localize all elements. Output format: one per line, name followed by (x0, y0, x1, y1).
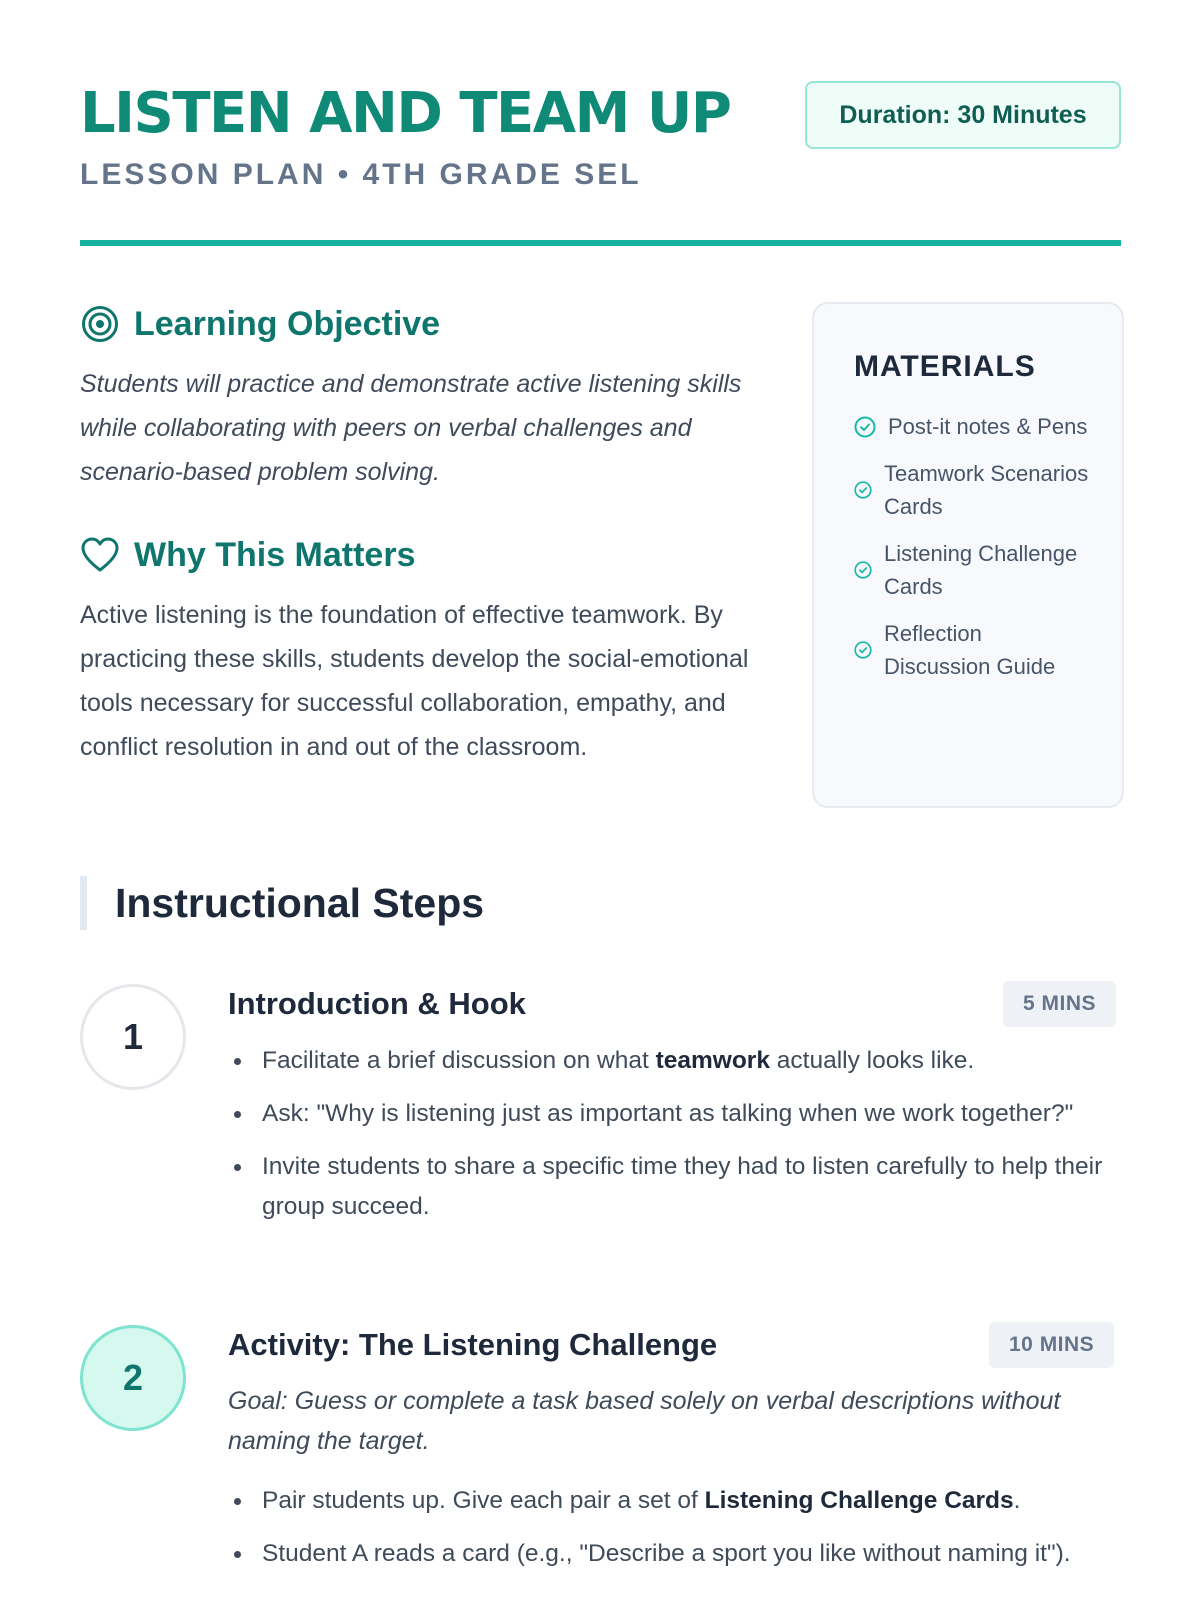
step-2-title: Activity: The Listening Challenge (228, 1327, 718, 1362)
step-2-bullets (228, 1481, 1108, 1587)
step-1-time-badge: 5 MINS (1003, 981, 1116, 1027)
materials-item (854, 537, 1094, 603)
duration-badge: Duration: 30 Minutes (805, 81, 1121, 149)
page-subtitle: LESSON PLAN • 4TH GRADE SEL (80, 158, 642, 191)
materials-item (854, 410, 1094, 443)
materials-item (854, 457, 1094, 523)
list-item: Student A reads a card (e.g., "Describe a sport you like without naming it"). (228, 1534, 1108, 1574)
materials-item (854, 617, 1094, 683)
header-divider (80, 240, 1121, 246)
materials-card (812, 302, 1124, 808)
heart-icon (80, 535, 120, 575)
step-2-goal: Goal: Guess or complete a task based solely on verbal descriptions without naming the target. (228, 1387, 1061, 1455)
objective-header (80, 304, 440, 344)
step-1-title: Introduction & Hook (228, 986, 526, 1021)
matters-header (80, 535, 415, 575)
step-number-2: 2 (80, 1325, 186, 1431)
step-1-bullets (228, 1041, 1108, 1240)
materials-item-label: Teamwork Scenarios Cards (884, 461, 1089, 519)
materials-item-label: Listening Challenge Cards (884, 541, 1078, 599)
steps-heading: Instructional Steps (115, 879, 485, 926)
check-circle-icon (854, 481, 872, 499)
check-circle-icon (854, 416, 876, 438)
objective-text: Students will practice and demonstrate active listening skills while collaborating with peers on verbal challenges and scenario-based problem solving. (80, 370, 742, 486)
step-2-time-badge: 10 MINS (989, 1322, 1114, 1368)
page-title: LISTEN AND TEAM UP (80, 81, 731, 146)
materials-item-label: Post-it notes & Pens (888, 414, 1088, 439)
objective-heading: Learning Objective (134, 304, 441, 343)
check-circle-icon (854, 561, 872, 579)
check-circle-icon (854, 641, 872, 659)
list-item: Facilitate a brief discussion on what teamwork actually looks like. (228, 1041, 1108, 1081)
matters-text: Active listening is the foundation of effective teamwork. By practicing these skills, students develop the social-emotional tools necessary for successful collaboration, empathy, and conflict resolution in and out of the classroom. (80, 601, 749, 761)
materials-heading: MATERIALS (854, 350, 1036, 383)
steps-header (80, 876, 484, 930)
target-icon (80, 304, 120, 344)
matters-heading: Why This Matters (134, 535, 416, 574)
materials-item-label: Reflection Discussion Guide (884, 621, 1056, 679)
list-item: Invite students to share a specific time they had to listen carefully to help their group succeed. (228, 1147, 1108, 1227)
list-item: Ask: "Why is listening just as important as talking when we work together?" (228, 1094, 1108, 1134)
materials-list (854, 410, 1094, 697)
list-item: Pair students up. Give each pair a set of Listening Challenge Cards. (228, 1481, 1108, 1521)
step-number-1: 1 (80, 984, 186, 1090)
